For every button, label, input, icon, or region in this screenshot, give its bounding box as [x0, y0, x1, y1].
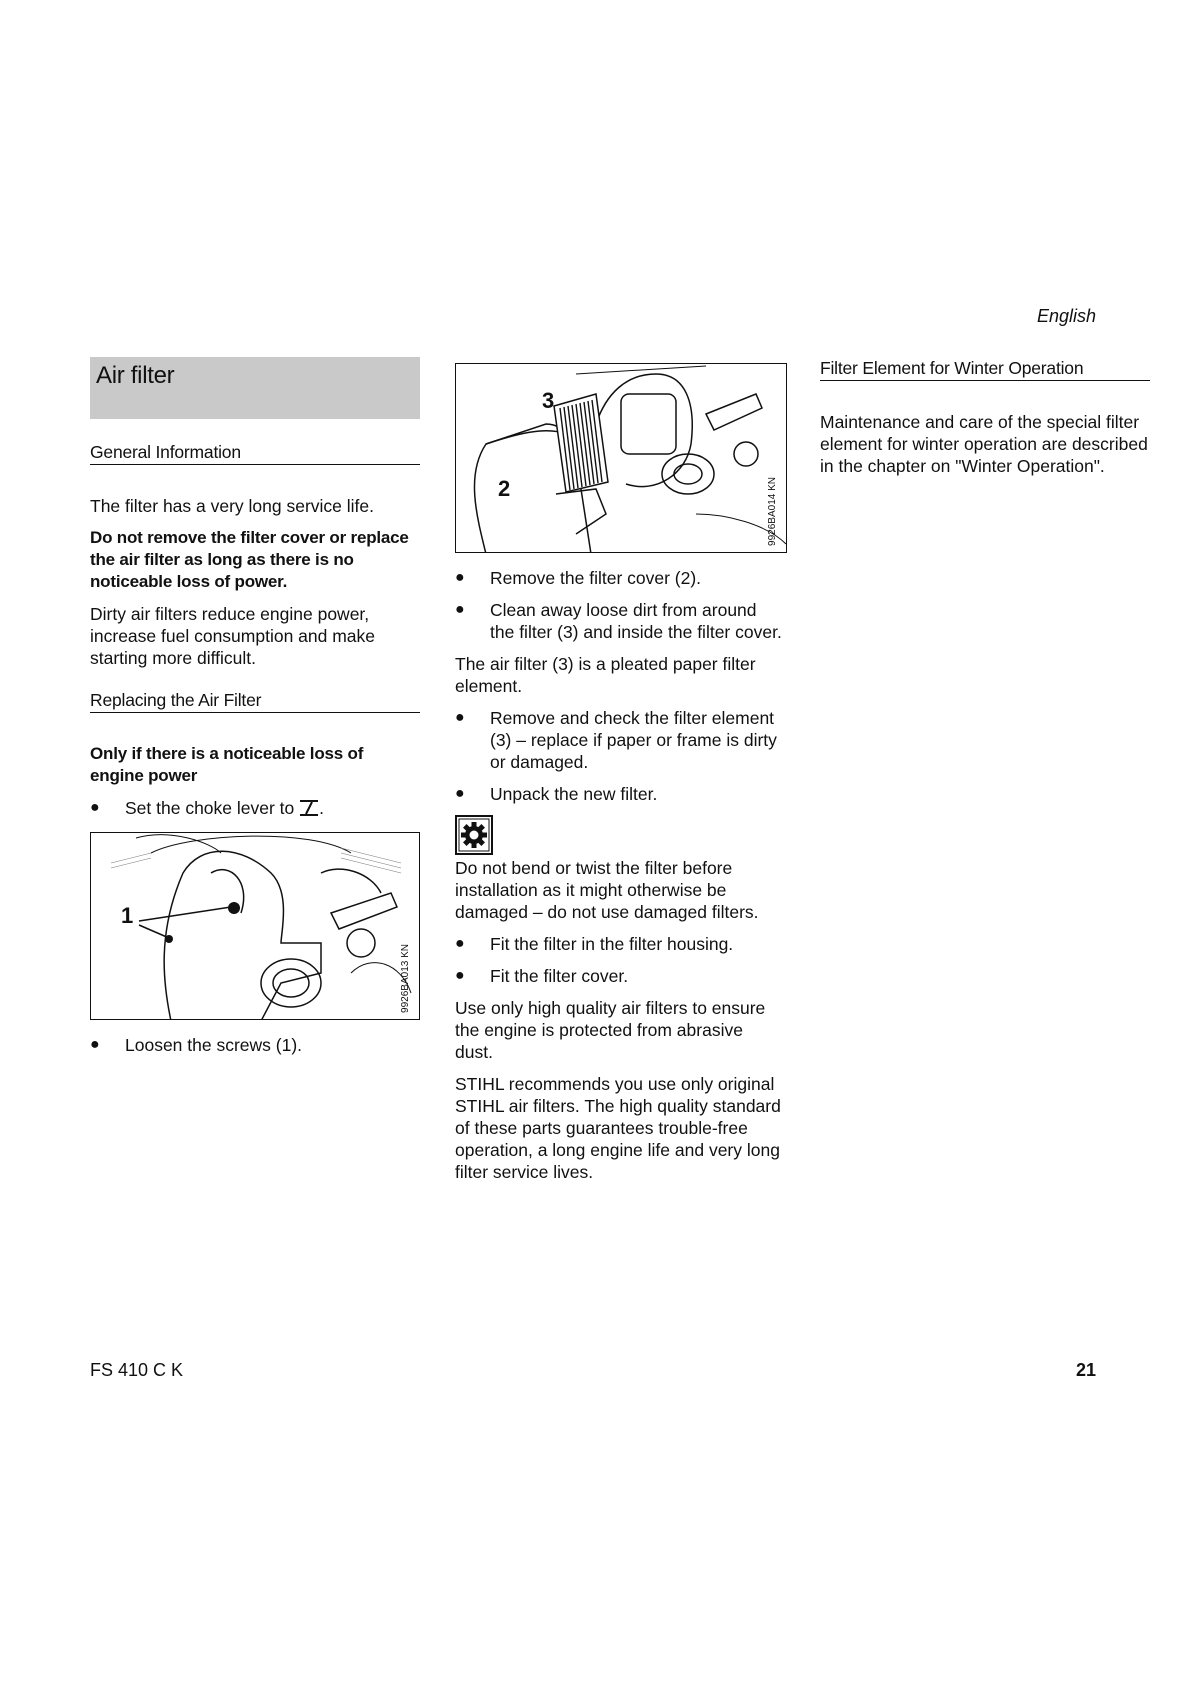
- column-3: [820, 357, 1150, 487]
- figure-code: 9926BA013 KN: [400, 944, 411, 1013]
- remove-steps-list: [455, 567, 785, 643]
- stihl-recommendation-text: STIHL recommends you use only original STIHL air filters. The high quality standard of these parts guarantees trouble-free operation, a long engine life and very long filter service lives.: [455, 1074, 781, 1182]
- figure-loosen-screws: [90, 832, 420, 1020]
- figure-remove-cover: [455, 363, 787, 553]
- general-information-heading: General Information: [90, 441, 420, 465]
- column-2: [455, 363, 785, 1193]
- choke-step-end: .: [319, 798, 325, 818]
- dirty-filters-text: Dirty air filters reduce engine power, increase fuel consumption and make starting more difficult.: [90, 604, 376, 668]
- service-life-text: The filter has a very long service life.: [90, 496, 375, 516]
- choke-step-text: Set the choke lever to: [125, 798, 295, 818]
- column-1: [90, 357, 420, 1066]
- figure-code: 9926BA014 KN: [767, 477, 778, 546]
- replacing-air-filter-heading: Replacing the Air Filter: [90, 689, 420, 713]
- fit-steps-list: [455, 933, 785, 987]
- list-item: [455, 933, 785, 955]
- page-title: Air filter: [96, 362, 175, 389]
- choke-icon: [299, 799, 319, 822]
- step-text: Remove and check the filter element (3) – replace if paper or frame is dirty or damaged.: [490, 708, 777, 772]
- list-item: [90, 1034, 420, 1056]
- callout-2: 2: [498, 476, 511, 501]
- winter-operation-heading: Filter Element for Winter Operation: [820, 357, 1150, 381]
- page-number: 21: [1075, 1360, 1096, 1380]
- list-item: [455, 783, 785, 805]
- list-item: [455, 707, 785, 773]
- loosen-step-list: [90, 1034, 420, 1056]
- step-text: Fit the filter cover.: [490, 966, 629, 986]
- step-text: Unpack the new filter.: [490, 784, 658, 804]
- list-item: [455, 567, 785, 589]
- pleated-filter-text: The air filter (3) is a pleated paper filter element.: [455, 654, 756, 696]
- list-item: [455, 965, 785, 987]
- footer-model: FS 410 C K: [90, 1360, 184, 1380]
- quality-filters-text: Use only high quality air filters to ensure the engine is protected from abrasive dust.: [455, 998, 766, 1062]
- list-item: [455, 599, 785, 643]
- do-not-remove-warning: Do not remove the filter cover or replace the air filter as long as there is no noticeable loss of power.: [90, 528, 409, 591]
- check-steps-list: [455, 707, 785, 805]
- loosen-step-text: Loosen the screws (1).: [125, 1035, 303, 1055]
- list-item: [90, 797, 420, 822]
- air-filter-illustration: [456, 364, 787, 553]
- language-label: English: [1036, 306, 1096, 326]
- only-if-loss-text: Only if there is a noticeable loss of engine power: [90, 744, 364, 785]
- step-text: Clean away loose dirt from around the filter (3) and inside the filter cover.: [490, 600, 782, 642]
- callout-1: 1: [121, 903, 134, 928]
- callout-3: 3: [542, 388, 555, 413]
- step-text: Remove the filter cover (2).: [490, 568, 702, 588]
- notice-text: Do not bend or twist the filter before installation as it might otherwise be damaged – do not use damaged filters.: [455, 858, 759, 922]
- section-title-box: [90, 357, 420, 419]
- engine-cover-illustration: [91, 833, 420, 1020]
- step-text: Fit the filter in the filter housing.: [490, 934, 734, 954]
- choke-step-list: [90, 797, 420, 822]
- gear-notice-icon: [455, 815, 493, 855]
- winter-operation-text: Maintenance and care of the special filter element for winter operation are described in the chapter on "Winter Operation".: [820, 412, 1148, 476]
